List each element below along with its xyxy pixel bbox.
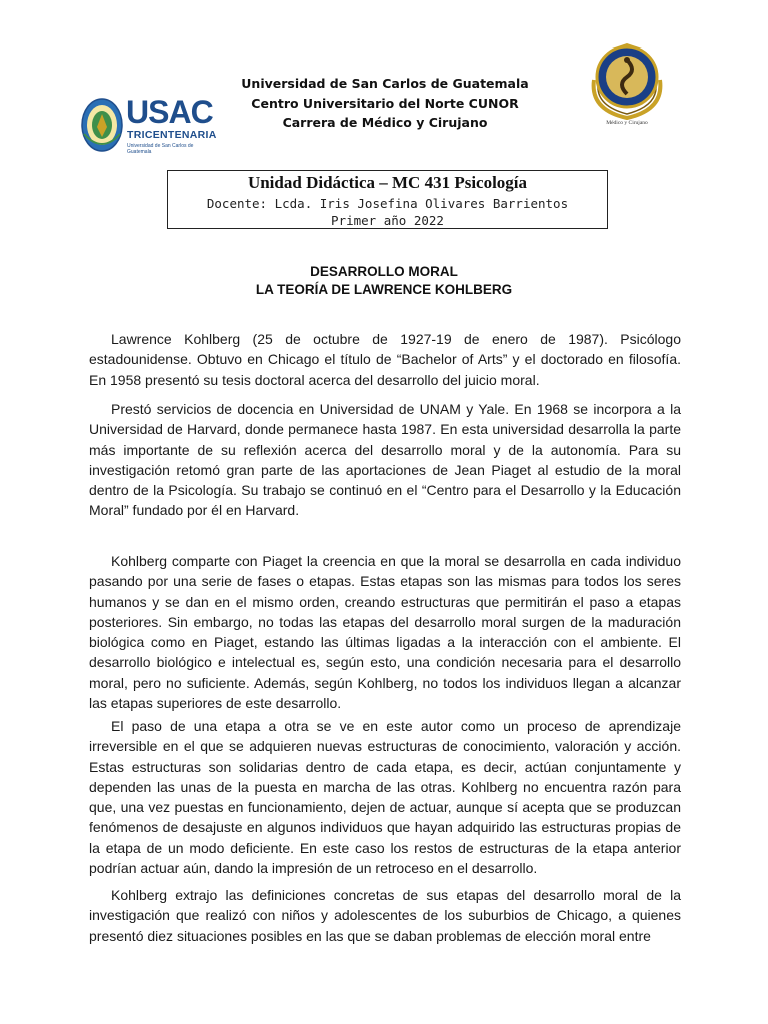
- paragraph-2: [89, 399, 681, 521]
- unit-info-box: [167, 170, 608, 229]
- paragraph-text: Kohlberg comparte con Piaget la creencia en que la moral se desarrolla en cada individuo pasando por una serie de fases o etapas. Estas etapas son las mismas para todos los seres humanos y se dan en el mismo orden, creando estructuras que permitirán el paso a etapas posteriores. Sin embargo, no todas las etapas del desarrollo moral surgen de la maduración biológica como en Piaget, estando las últimas ligadas a la interacción con el ambiente. El desarrollo biológico e intelectual es, según esto, una condición necesaria para el desarrollo moral, pero no suficiente. Además, según Kohlberg, no todos los individuos llegan a alcanzar las etapas superiores de este desarrollo.: [89, 553, 681, 712]
- unit-title: Unidad Didáctica – MC 431 Psicología: [247, 173, 528, 192]
- paragraph-text: Kohlberg extrajo las definiciones concretas de sus etapas del desarrollo moral de la investigación que realizó con niños y adolescentes de los suburbios de Chicago, a quienes presentó diez situaciones posibles en las que se daban problemas de elección moral entre: [89, 887, 681, 944]
- paragraph-4: [89, 716, 681, 878]
- paragraph-1: [89, 329, 681, 390]
- usac-logo: [80, 94, 215, 154]
- medicine-career-logo: [584, 40, 670, 135]
- year-line: Primer año 2022: [331, 213, 444, 228]
- usac-seal-icon: [80, 94, 124, 154]
- medicine-seal-icon: [584, 40, 670, 120]
- paragraph-text: El paso de una etapa a otra se ve en este autor como un proceso de aprendizaje irreversible en el que se adquieren nuevas estructuras de conocimiento, valoración y acción. Estas estructuras son solidarias dentro de cada etapa, es decir, actúan conjuntamente y dependen las unas de la puesta en marcha de las otras. Kohlberg no encuentra razón para que, una vez puestas en funcionamiento, dejen de actuar, aunque sí acepta que se produzcan fenómenos de desajuste en algunos individuos que hayan adquirido las estructuras propias de la etapa de un modo deficiente. En este caso los restos de estructuras de la etapa anterior podrían actuar aún, dando la impresión de un retroceso en el desarrollo.: [89, 718, 681, 877]
- usac-logo-text: USAC: [126, 94, 213, 130]
- document-subtitle: LA TEORÍA DE LAWRENCE KOHLBERG: [255, 282, 513, 297]
- paragraph-text: Prestó servicios de docencia en Universidad de UNAM y Yale. En 1968 se incorpora a la Universidad de Harvard, donde permanece hasta 1987. En esta universidad desarrolla la parte más importante de su reflexión acerca del desarrollo moral y de la autonomía. Para su investigación retomó gran parte de las aportaciones de Jean Piaget al estudio de la moral dentro de la Psicología. Su trabajo se continuó en el “Centro para el Desarrollo y la Educación Moral” fundado por él en Harvard.: [89, 401, 681, 519]
- medicine-logo-caption: Médico y Cirujano: [606, 120, 648, 126]
- usac-logo-tagline: Universidad de San Carlos de Guatemala: [127, 143, 194, 155]
- institution-line-1: Universidad de San Carlos de Guatemala: [241, 76, 529, 91]
- paragraph-text: Lawrence Kohlberg (25 de octubre de 1927-19 de enero de 1987). Psicólogo estadounidense. Obtuvo en Chicago el título de “Bachelor of Arts” y el doctorado en filosofía. En 1958 presentó su tesis doctoral acerca del desarrollo del juicio moral.: [89, 331, 681, 388]
- paragraph-3: [89, 551, 681, 713]
- usac-logo-subtitle: TRICENTENARIA: [127, 129, 217, 141]
- institution-line-2: Centro Universitario del Norte CUNOR: [251, 96, 519, 111]
- document-title: DESARROLLO MORAL: [310, 264, 458, 279]
- institution-line-3: Carrera de Médico y Cirujano: [282, 115, 488, 130]
- paragraph-5: [89, 885, 681, 946]
- teacher-line: Docente: Lcda. Iris Josefina Olivares Barrientos: [206, 196, 569, 211]
